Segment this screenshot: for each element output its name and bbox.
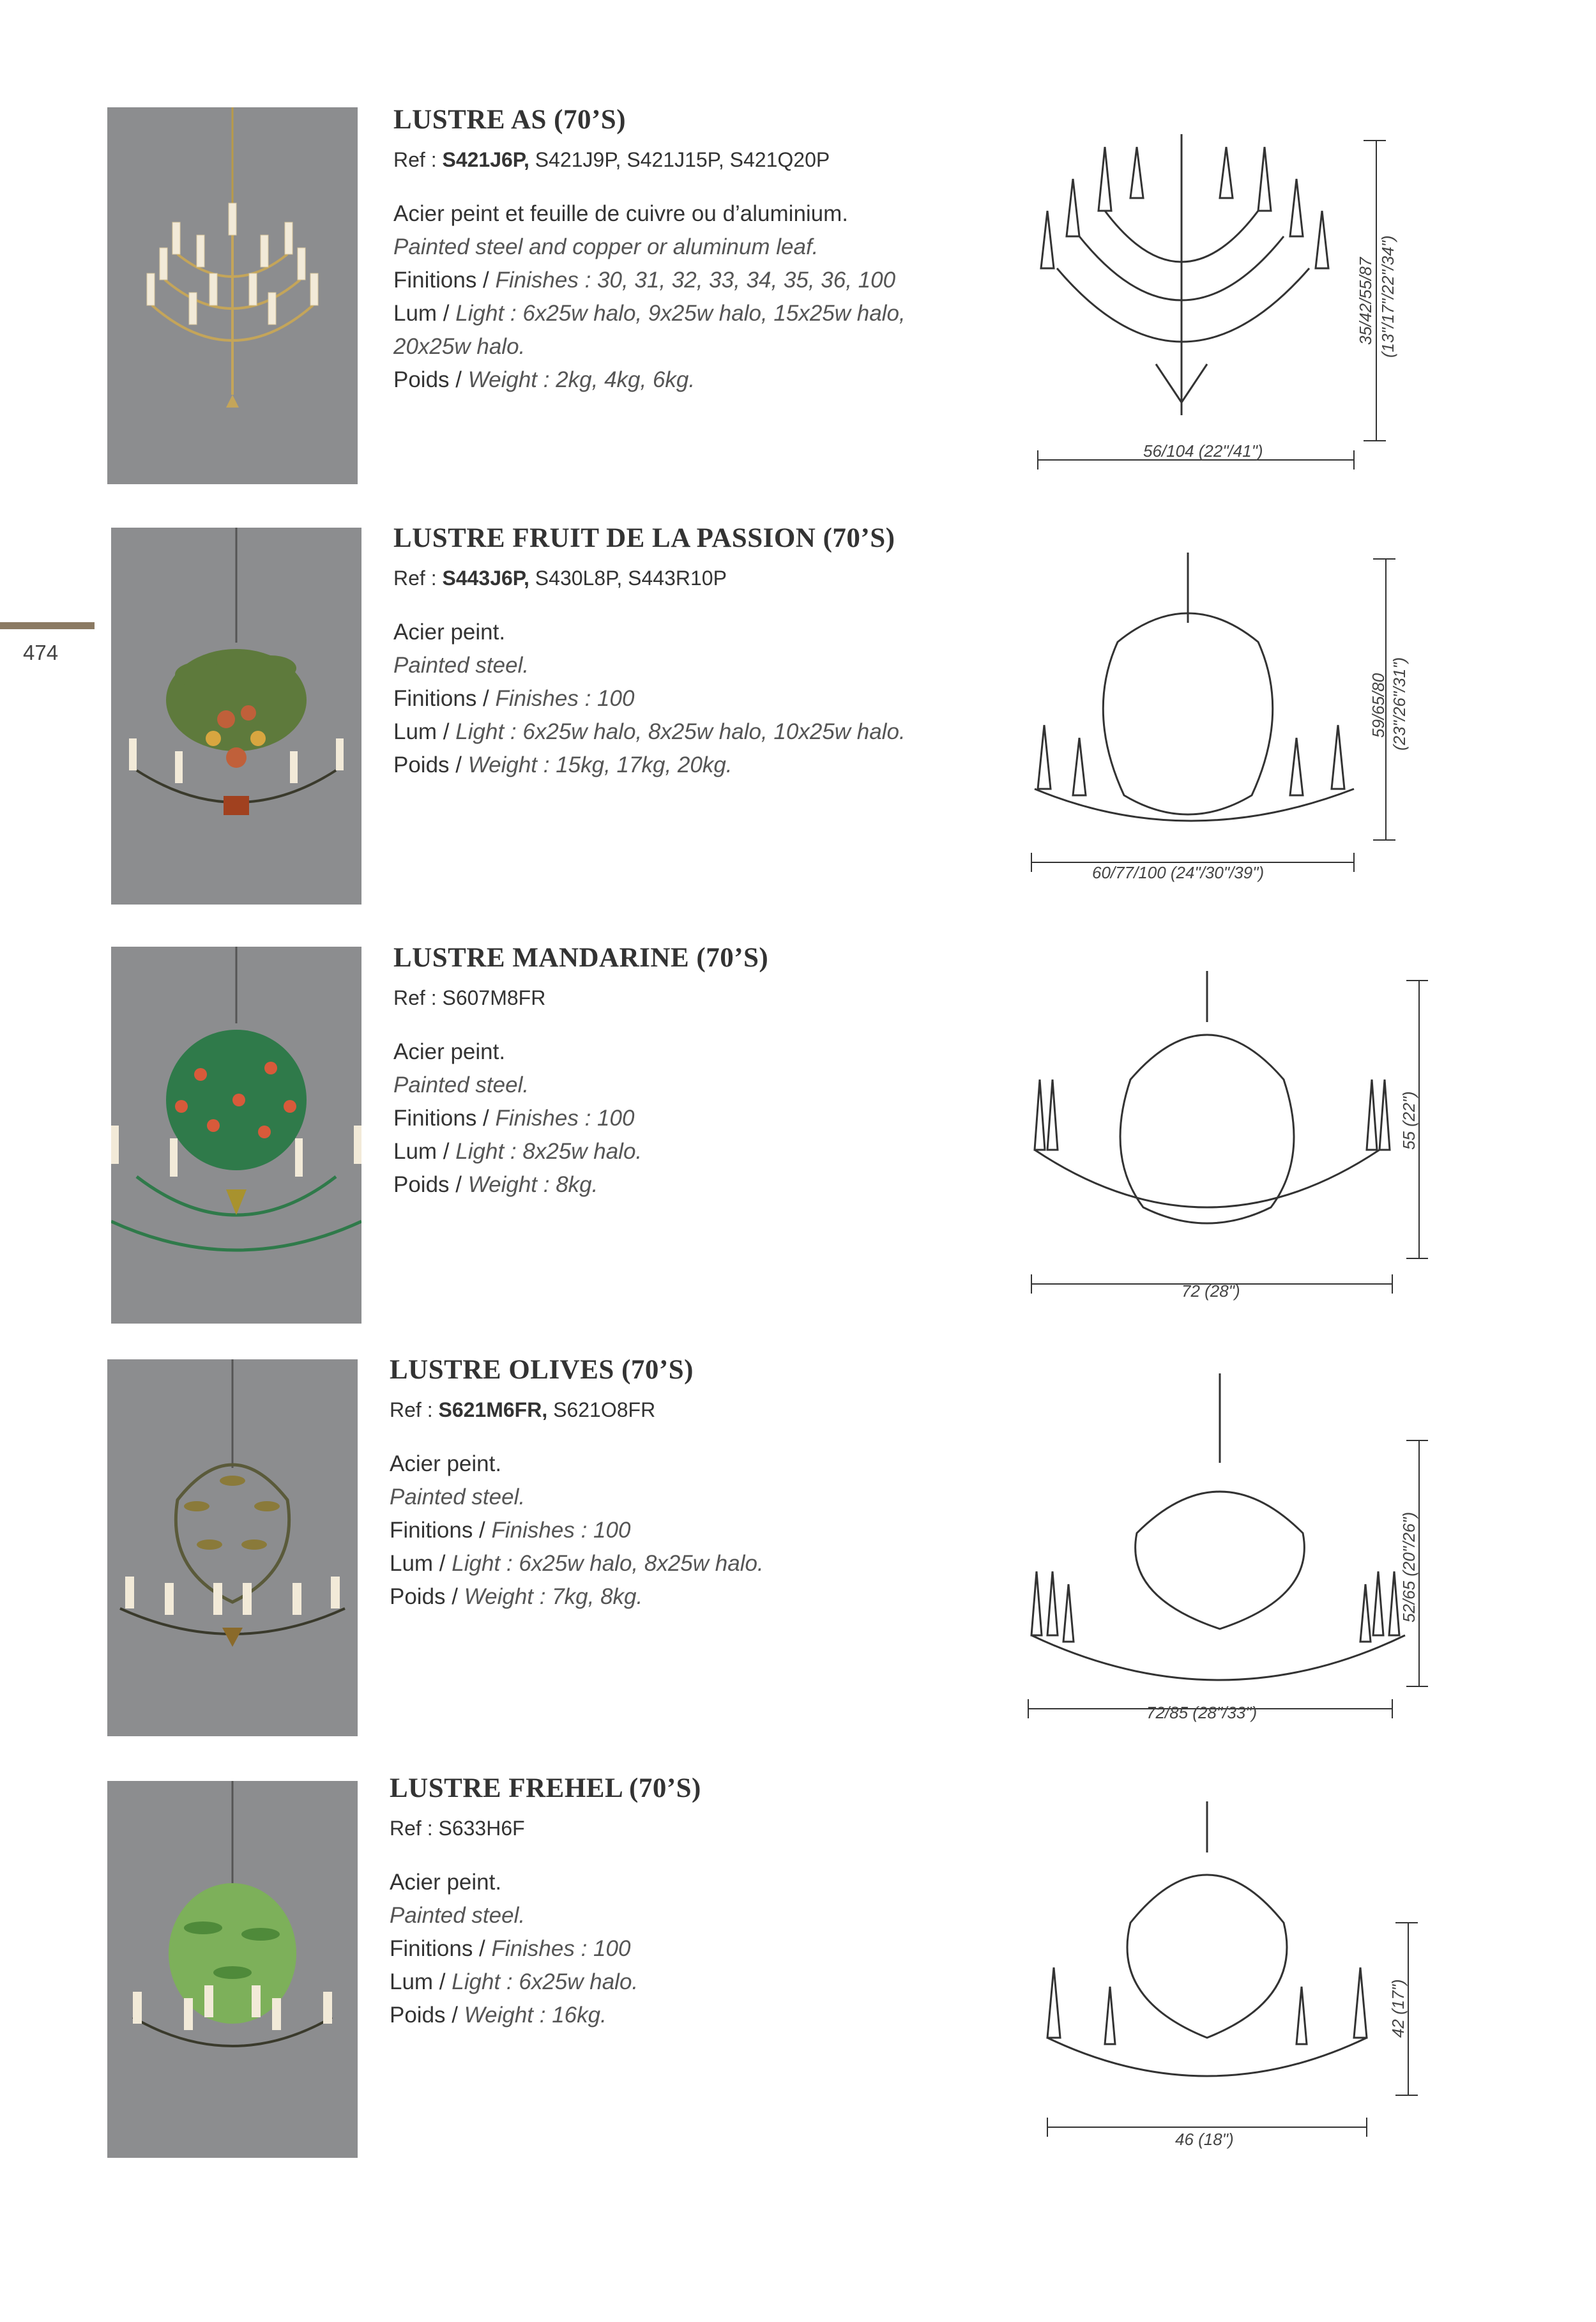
weight-value: Weight : 8kg. — [467, 1172, 598, 1197]
product-info-lustre-mandarine — [393, 942, 952, 1202]
product-ref — [393, 986, 952, 1010]
technical-drawing-lustre-olives — [1015, 1367, 1437, 1725]
weight-line — [390, 1999, 948, 2032]
weight-line — [393, 749, 952, 782]
light-value: Light : 6x25w halo. — [452, 1969, 639, 1994]
finishes-line — [393, 682, 952, 715]
dimension-width: 60/77/100 (24"/30"/39") — [1092, 863, 1265, 882]
product-ref — [390, 1398, 948, 1422]
finishes-line — [390, 1932, 948, 1966]
finishes-value: Finishes : 30, 31, 32, 33, 34, 35, 36, 100 — [495, 268, 896, 293]
description-fr: Acier peint. — [390, 1870, 502, 1895]
dimension-height: 35/42/55/87 — [1356, 257, 1375, 345]
light-value: Light : 6x25w halo, 9x25w halo, 15x25w halo, 20x25w halo. — [393, 301, 906, 359]
dimension-width: 46 (18") — [1175, 2130, 1234, 2149]
dimension-width: 56/104 (22"/41") — [1143, 441, 1263, 461]
dimension-height: 42 (17") — [1388, 1979, 1408, 2038]
weight-value: Weight : 7kg, 8kg. — [464, 1584, 643, 1609]
light-label: Lum / — [390, 1969, 446, 1994]
chandelier-gold-illustration — [107, 107, 358, 484]
description-en: Painted steel and copper or aluminum leaf. — [393, 234, 819, 259]
ref-primary: S621M6FR, — [438, 1398, 548, 1421]
finishes-label: Finitions / — [390, 1936, 485, 1961]
finishes-line — [390, 1514, 948, 1547]
weight-line — [390, 1580, 948, 1614]
light-line — [393, 297, 952, 363]
chandelier-fruit-illustration — [111, 528, 361, 905]
description-en: Painted steel. — [390, 1485, 526, 1509]
ref-label: Ref : — [393, 148, 437, 171]
dimension-width: 72 (28") — [1182, 1281, 1240, 1301]
product-ref — [393, 567, 952, 590]
dimension-height-inches: (23"/26"/31") — [1390, 657, 1409, 751]
light-line — [390, 1966, 948, 1999]
page-number: 474 — [23, 641, 59, 664]
dimension-width: 72/85 (28"/33") — [1146, 1703, 1258, 1722]
light-line — [393, 1135, 952, 1168]
weight-label: Poids / — [393, 367, 462, 392]
finishes-value: Finishes : 100 — [495, 1106, 635, 1131]
finishes-label: Finitions / — [390, 1518, 485, 1543]
product-title: LUSTRE FREHEL (70’S) — [390, 1773, 701, 1803]
product-title: LUSTRE FRUIT DE LA PASSION (70’S) — [393, 523, 895, 553]
chandelier-mandarine-illustration — [111, 947, 361, 1324]
technical-drawing-lustre-mandarine — [1015, 965, 1437, 1310]
light-label: Lum / — [393, 1139, 450, 1164]
light-value: Light : 8x25w halo. — [455, 1139, 642, 1164]
weight-line — [393, 1168, 952, 1202]
dimension-height: 52/65 (20"/26") — [1399, 1511, 1418, 1623]
ref-label: Ref : — [393, 567, 437, 590]
ref-label: Ref : — [390, 1398, 433, 1421]
weight-label: Poids / — [390, 2003, 458, 2028]
weight-label: Poids / — [393, 1172, 462, 1197]
product-ref — [390, 1817, 948, 1840]
product-info-lustre-olives — [390, 1354, 948, 1614]
light-line — [390, 1547, 948, 1580]
chandelier-olives-illustration — [107, 1359, 358, 1736]
ref-others: S621O8FR — [547, 1398, 656, 1421]
light-line — [393, 715, 952, 749]
finishes-value: Finishes : 100 — [491, 1518, 631, 1543]
chandelier-frehel-illustration — [107, 1781, 358, 2158]
product-photo-lustre-mandarine — [111, 947, 361, 1324]
ref-label: Ref : — [390, 1817, 433, 1840]
description-fr: Acier peint. — [390, 1451, 502, 1476]
product-title: LUSTRE MANDARINE (70’S) — [393, 943, 769, 973]
product-title: LUSTRE AS (70’S) — [393, 105, 627, 135]
product-title: LUSTRE OLIVES (70’S) — [390, 1355, 694, 1385]
ref-primary: S421J6P, — [442, 148, 529, 171]
ref-label: Ref : — [393, 986, 437, 1009]
ref-others: S430L8P, S443R10P — [529, 567, 727, 590]
finishes-label: Finitions / — [393, 686, 489, 711]
weight-value: Weight : 2kg, 4kg, 6kg. — [467, 367, 695, 392]
finishes-value: Finishes : 100 — [491, 1936, 631, 1961]
page-number-bar — [0, 622, 95, 629]
product-info-lustre-frehel — [390, 1773, 948, 2032]
dimension-height: 59/65/80 — [1369, 673, 1388, 738]
ref-others: S607M8FR — [436, 986, 546, 1009]
light-value: Light : 6x25w halo, 8x25w halo. — [452, 1551, 764, 1576]
description-en: Painted steel. — [390, 1903, 526, 1928]
weight-value: Weight : 16kg. — [464, 2003, 607, 2028]
finishes-label: Finitions / — [393, 268, 489, 293]
product-photo-lustre-olives — [107, 1359, 358, 1736]
product-info-lustre-as — [393, 104, 952, 397]
weight-value: Weight : 15kg, 17kg, 20kg. — [467, 752, 733, 777]
weight-label: Poids / — [393, 752, 462, 777]
light-value: Light : 6x25w halo, 8x25w halo, 10x25w halo. — [455, 719, 906, 744]
finishes-value: Finishes : 100 — [495, 686, 635, 711]
light-label: Lum / — [390, 1551, 446, 1576]
weight-label: Poids / — [390, 1584, 458, 1609]
finishes-line — [393, 1102, 952, 1135]
ref-others: S633H6F — [432, 1817, 525, 1840]
dimension-height-inches: (13"/17"/22"/34") — [1378, 235, 1397, 358]
ref-primary: S443J6P, — [442, 567, 529, 590]
finishes-line — [393, 264, 952, 297]
dimension-height: 55 (22") — [1399, 1091, 1418, 1150]
description-fr: Acier peint. — [393, 620, 506, 645]
product-photo-lustre-as — [107, 107, 358, 484]
weight-line — [393, 363, 952, 397]
product-info-lustre-fruit-de-la-passion — [393, 523, 952, 782]
description-fr: Acier peint. — [393, 1039, 506, 1064]
technical-drawing-lustre-as — [1009, 121, 1405, 479]
product-ref — [393, 148, 952, 172]
technical-drawing-lustre-fruit-de-la-passion — [1022, 546, 1418, 891]
ref-others: S421J9P, S421J15P, S421Q20P — [529, 148, 830, 171]
technical-drawing-lustre-frehel — [1028, 1795, 1424, 2159]
description-en: Painted steel. — [393, 653, 529, 678]
product-photo-lustre-fruit-de-la-passion — [111, 528, 361, 905]
description-fr: Acier peint et feuille de cuivre ou d’aluminium. — [393, 201, 849, 226]
description-en: Painted steel. — [393, 1073, 529, 1097]
light-label: Lum / — [393, 301, 450, 326]
product-photo-lustre-frehel — [107, 1781, 358, 2158]
finishes-label: Finitions / — [393, 1106, 489, 1131]
light-label: Lum / — [393, 719, 450, 744]
